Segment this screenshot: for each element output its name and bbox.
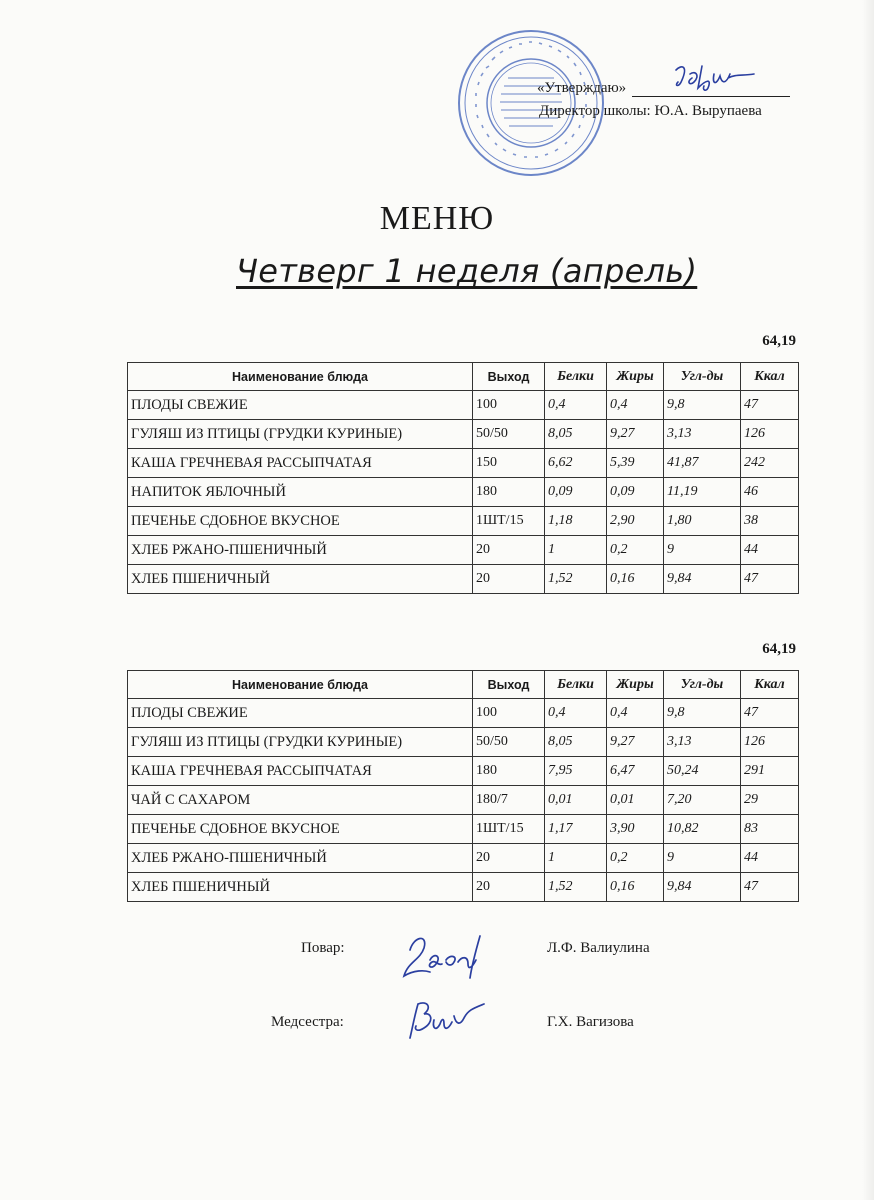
column-header-name: Наименование блюда [128, 363, 473, 391]
dish-carbs: 9 [664, 536, 741, 565]
table-row [128, 507, 799, 536]
dish-name: ПЛОДЫ СВЕЖИЕ [128, 391, 473, 420]
table-row [128, 420, 799, 449]
dish-name: ПЕЧЕНЬЕ СДОБНОЕ ВКУСНОЕ [128, 507, 473, 536]
column-header-proteins: Белки [545, 363, 607, 391]
column-header-output: Выход [473, 671, 545, 699]
dish-kcal: 29 [741, 786, 799, 815]
table-row [128, 449, 799, 478]
dish-kcal: 83 [741, 815, 799, 844]
nurse-signature-icon [404, 994, 488, 1044]
dish-carbs: 50,24 [664, 757, 741, 786]
column-header-carbs: Угл-ды [664, 363, 741, 391]
dish-proteins: 7,95 [545, 757, 607, 786]
table-row [128, 757, 799, 786]
column-header-kcal: Ккал [741, 671, 799, 699]
dish-kcal: 47 [741, 873, 799, 902]
column-header-name: Наименование блюда [128, 671, 473, 699]
dish-output: 180 [473, 757, 545, 786]
dish-fats: 5,39 [607, 449, 664, 478]
dish-proteins: 8,05 [545, 420, 607, 449]
table-row [128, 699, 799, 728]
dish-kcal: 46 [741, 478, 799, 507]
column-header-carbs: Угл-ды [664, 671, 741, 699]
dish-carbs: 9,8 [664, 699, 741, 728]
dish-proteins: 1,17 [545, 815, 607, 844]
dish-kcal: 47 [741, 565, 799, 594]
menu-table [127, 670, 799, 902]
dish-kcal: 44 [741, 844, 799, 873]
dish-name: ХЛЕБ ПШЕНИЧНЫЙ [128, 873, 473, 902]
dish-fats: 0,01 [607, 786, 664, 815]
dish-fats: 0,4 [607, 699, 664, 728]
dish-output: 50/50 [473, 728, 545, 757]
dish-carbs: 10,82 [664, 815, 741, 844]
nurse-name: Г.Х. Вагизова [547, 1014, 634, 1030]
dish-fats: 9,27 [607, 420, 664, 449]
dish-proteins: 8,05 [545, 728, 607, 757]
table-row [128, 565, 799, 594]
table-row [128, 536, 799, 565]
dish-proteins: 0,4 [545, 391, 607, 420]
dish-name: КАША ГРЕЧНЕВАЯ РАССЫПЧАТАЯ [128, 757, 473, 786]
dish-fats: 0,16 [607, 873, 664, 902]
dish-carbs: 3,13 [664, 420, 741, 449]
dish-output: 50/50 [473, 420, 545, 449]
dish-carbs: 9,8 [664, 391, 741, 420]
dish-output: 1ШТ/15 [473, 815, 545, 844]
cook-name: Л.Ф. Валиулина [547, 940, 650, 956]
column-header-output: Выход [473, 363, 545, 391]
dish-fats: 9,27 [607, 728, 664, 757]
dish-proteins: 0,4 [545, 699, 607, 728]
table-header-row [128, 671, 799, 699]
dish-name: ГУЛЯШ ИЗ ПТИЦЫ (ГРУДКИ КУРИНЫЕ) [128, 420, 473, 449]
dish-carbs: 1,80 [664, 507, 741, 536]
table-row [128, 728, 799, 757]
dish-fats: 0,09 [607, 478, 664, 507]
dish-output: 100 [473, 391, 545, 420]
dish-name: ХЛЕБ ПШЕНИЧНЫЙ [128, 565, 473, 594]
dish-proteins: 1 [545, 536, 607, 565]
column-header-kcal: Ккал [741, 363, 799, 391]
dish-fats: 3,90 [607, 815, 664, 844]
dish-kcal: 47 [741, 699, 799, 728]
dish-output: 150 [473, 449, 545, 478]
dish-proteins: 1,52 [545, 565, 607, 594]
dish-proteins: 6,62 [545, 449, 607, 478]
dish-kcal: 291 [741, 757, 799, 786]
table-row [128, 844, 799, 873]
menu-table [127, 362, 799, 594]
dish-kcal: 126 [741, 420, 799, 449]
cook-signature-icon [400, 926, 500, 984]
table-header-row [128, 363, 799, 391]
dish-kcal: 242 [741, 449, 799, 478]
dish-carbs: 9 [664, 844, 741, 873]
dish-proteins: 1 [545, 844, 607, 873]
dish-name: КАША ГРЕЧНЕВАЯ РАССЫПЧАТАЯ [128, 449, 473, 478]
dish-output: 180/7 [473, 786, 545, 815]
dish-name: НАПИТОК ЯБЛОЧНЫЙ [128, 478, 473, 507]
dish-output: 180 [473, 478, 545, 507]
dish-proteins: 0,09 [545, 478, 607, 507]
dish-kcal: 47 [741, 391, 799, 420]
dish-carbs: 41,87 [664, 449, 741, 478]
dish-output: 20 [473, 873, 545, 902]
page-subtitle: Четверг 1 неделя (апрель) [236, 252, 698, 290]
dish-name: ГУЛЯШ ИЗ ПТИЦЫ (ГРУДКИ КУРИНЫЕ) [128, 728, 473, 757]
dish-name: ХЛЕБ РЖАНО-ПШЕНИЧНЫЙ [128, 844, 473, 873]
menu-price: 64,19 [762, 333, 796, 349]
menu-price: 64,19 [762, 641, 796, 657]
dish-fats: 6,47 [607, 757, 664, 786]
dish-proteins: 0,01 [545, 786, 607, 815]
page-title: МЕНЮ [379, 200, 495, 237]
director-line: Директор школы: Ю.А. Вырупаева [539, 103, 762, 119]
dish-name: ПЛОДЫ СВЕЖИЕ [128, 699, 473, 728]
table-row [128, 786, 799, 815]
dish-proteins: 1,52 [545, 873, 607, 902]
dish-output: 20 [473, 536, 545, 565]
column-header-fats: Жиры [607, 363, 664, 391]
dish-name: ЧАЙ С САХАРОМ [128, 786, 473, 815]
dish-output: 1ШТ/15 [473, 507, 545, 536]
table-row [128, 391, 799, 420]
dish-carbs: 11,19 [664, 478, 741, 507]
column-header-fats: Жиры [607, 671, 664, 699]
dish-fats: 0,2 [607, 536, 664, 565]
table-row [128, 873, 799, 902]
dish-fats: 0,4 [607, 391, 664, 420]
cook-label: Повар: [301, 940, 345, 956]
dish-kcal: 44 [741, 536, 799, 565]
dish-proteins: 1,18 [545, 507, 607, 536]
dish-carbs: 7,20 [664, 786, 741, 815]
director-signature-icon [668, 60, 758, 96]
dish-output: 20 [473, 565, 545, 594]
dish-fats: 0,2 [607, 844, 664, 873]
dish-carbs: 9,84 [664, 565, 741, 594]
table-row [128, 478, 799, 507]
page-edge-shadow [862, 0, 874, 1200]
dish-output: 100 [473, 699, 545, 728]
dish-name: ХЛЕБ РЖАНО-ПШЕНИЧНЫЙ [128, 536, 473, 565]
approve-label: «Утверждаю» [537, 80, 627, 96]
column-header-proteins: Белки [545, 671, 607, 699]
table-row [128, 815, 799, 844]
dish-kcal: 126 [741, 728, 799, 757]
dish-kcal: 38 [741, 507, 799, 536]
nurse-label: Медсестра: [271, 1014, 344, 1030]
dish-output: 20 [473, 844, 545, 873]
dish-fats: 2,90 [607, 507, 664, 536]
dish-carbs: 9,84 [664, 873, 741, 902]
dish-fats: 0,16 [607, 565, 664, 594]
dish-name: ПЕЧЕНЬЕ СДОБНОЕ ВКУСНОЕ [128, 815, 473, 844]
dish-carbs: 3,13 [664, 728, 741, 757]
